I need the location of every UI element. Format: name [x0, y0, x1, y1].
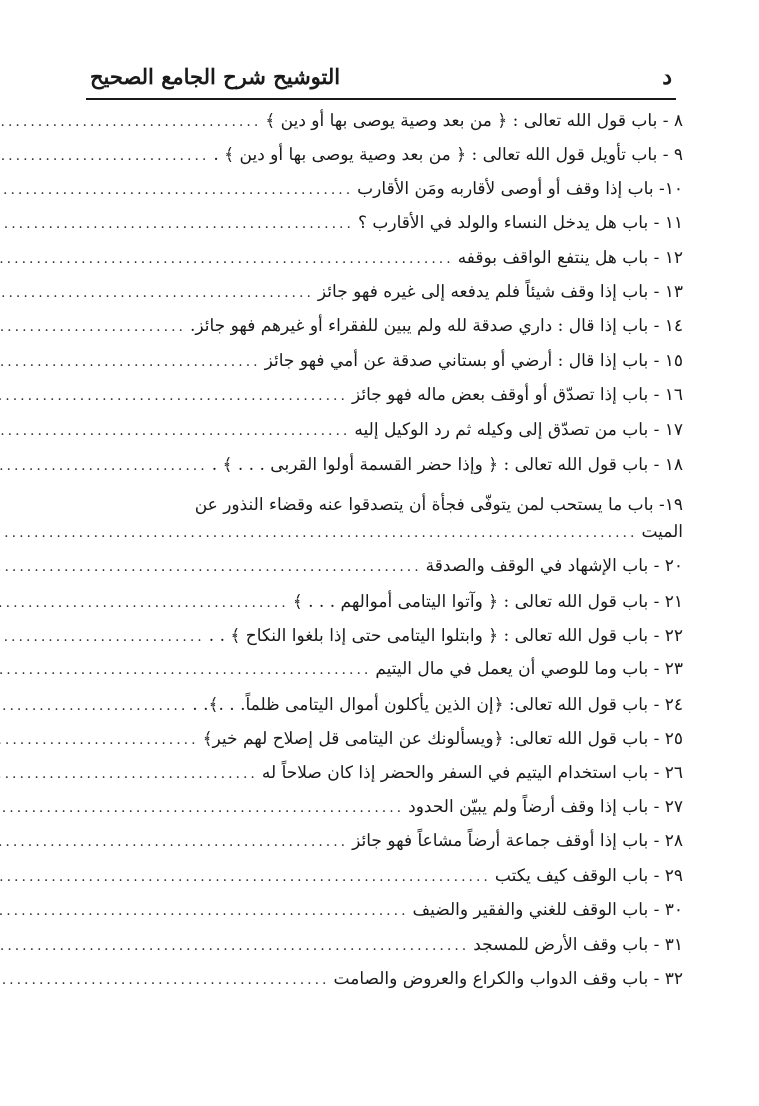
toc-entry	[108, 763, 683, 797]
dot-leader	[0, 354, 261, 370]
dot-leader	[0, 972, 330, 988]
toc-entry	[108, 935, 683, 969]
toc-entry-text: ١٣ - باب إذا وقف شيئاً فلم يدفعه إلى غيره فهو جائز	[317, 281, 683, 302]
toc-entry	[108, 248, 683, 282]
toc-entry-text: ١٢ - باب هل ينتفع الواقف بوقفه	[457, 247, 683, 268]
dot-leader	[0, 388, 348, 404]
dot-leader	[0, 662, 371, 678]
toc-entry-text: ٣٢ - باب وقف الدواب والكراع والعروض والصامت	[333, 968, 683, 989]
toc-entry-text: ١٠- باب إذا وقف أو أوصى لأقاربه ومَن الأقارب	[357, 178, 683, 199]
dot-leader	[0, 251, 454, 267]
dot-leader	[0, 148, 209, 164]
toc-entry-text: ٢١ - باب قول الله تعالى : ﴿ وآتوا اليتامى أموالهم . . . ﴾	[292, 591, 683, 612]
toc-entry	[108, 420, 683, 454]
toc-entry-text: ٢٠ - باب الإشهاد في الوقف والصدقة	[425, 556, 683, 577]
dot-leader	[0, 216, 354, 232]
toc-entry	[108, 625, 683, 659]
dot-leader	[0, 423, 350, 439]
toc-entry-text: ١١ - باب هل يدخل النساء والولد في الأقارب ؟	[357, 213, 683, 234]
dot-leader	[0, 285, 314, 301]
toc-entry	[108, 282, 683, 316]
running-header	[86, 58, 676, 100]
toc-entry	[108, 316, 683, 350]
toc-entry-text: ١٦ - باب إذا تصدّق أو أوقف بعض ماله فهو جائز	[351, 385, 683, 406]
dot-leader	[0, 732, 199, 748]
dot-leader	[0, 903, 409, 919]
toc-entry-text: ١٤ - باب إذا قال : داري صدقة لله ولم يبين للفقراء أو غيرهم فهو جائز.	[189, 316, 683, 337]
toc-entry	[108, 797, 683, 831]
toc-entry-text: ٩ - باب تأويل قول الله تعالى : ﴿ من بعد وصية يوصى بها أو دين ﴾ .	[213, 145, 683, 166]
dot-leader	[0, 525, 637, 541]
dot-leader	[0, 458, 208, 474]
toc-entry-text: ١٩- باب ما يستحب لمن يتوفّى فجأة أن يتصدقوا عنه وقضاء النذور عن	[194, 495, 683, 516]
toc-entry	[108, 351, 683, 385]
toc-entry-text: ٢٨ - باب إذا أوقف جماعة أرضاً مشاعاً فهو جائز	[352, 831, 683, 852]
toc-entry-text: ٢٤ - باب قول الله تعالى: ﴿إن الذين يأكلون أموال اليتامى ظلماً. . .﴾. .	[192, 694, 683, 715]
toc-entry	[108, 144, 683, 178]
page-letter: د	[662, 64, 672, 90]
toc-entry-text: ١٥ - باب إذا قال : أرضي أو بستاني صدقة عن أمي فهو جائز	[264, 350, 683, 371]
dot-leader	[0, 834, 348, 850]
dot-leader	[0, 766, 258, 782]
toc-entry	[108, 385, 683, 419]
dot-leader	[0, 629, 205, 645]
toc-entry	[108, 556, 683, 590]
toc-entry	[108, 694, 683, 728]
toc-entry	[108, 213, 683, 247]
table-of-contents	[108, 110, 683, 1003]
toc-entry	[108, 728, 683, 762]
book-title: التوشيح شرح الجامع الصحيح	[90, 64, 341, 89]
toc-entry-text: ٣٠ - باب الوقف للغني والفقير والضيف	[412, 900, 683, 921]
toc-entry	[108, 454, 683, 488]
toc-entry	[108, 969, 683, 1003]
toc-entry	[108, 900, 683, 934]
dot-leader	[0, 698, 188, 714]
toc-entry-text: ٣١ - باب وقف الأرض للمسجد	[473, 934, 683, 955]
toc-entry-text: ٢٧ - باب إذا وقف أرضاً ولم يبيّن الحدود	[408, 797, 683, 818]
dot-leader	[0, 800, 404, 816]
toc-entry	[108, 179, 683, 213]
toc-entry	[108, 591, 683, 625]
toc-entry-text: ٢٣ - باب وما للوصي أن يعمل في مال اليتيم	[375, 659, 683, 680]
dot-leader	[0, 938, 469, 954]
toc-entry	[108, 831, 683, 865]
dot-leader	[0, 114, 261, 130]
dot-leader	[0, 595, 289, 611]
dot-leader	[0, 869, 491, 885]
toc-entry	[108, 488, 683, 556]
toc-entry-text-continued: الميت	[641, 522, 683, 543]
toc-entry-text: ٢٥ - باب قول الله تعالى: ﴿ويسألونك عن اليتامى قل إصلاح لهم خير﴾	[202, 729, 683, 750]
toc-entry-text: ٢٩ - باب الوقف كيف يكتب	[494, 865, 683, 886]
toc-entry-text: ٨ - باب قول الله تعالى : ﴿ من بعد وصية يوصى بها أو دين ﴾	[265, 111, 683, 131]
toc-entry-text: ٢٦ - باب استخدام اليتيم في السفر والحضر إذا كان صلاحاً له	[261, 762, 683, 783]
toc-entry-text: ١٧ - باب من تصدّق إلى وكيله ثم رد الوكيل إليه	[354, 419, 683, 440]
toc-entry-continuation	[108, 522, 683, 556]
toc-entry	[108, 866, 683, 900]
dot-leader	[0, 319, 186, 335]
dot-leader	[0, 559, 422, 575]
toc-entry-text: ١٨ - باب قول الله تعالى : ﴿ وإذا حضر القسمة أولوا القربى . . . ﴾ .	[211, 454, 683, 475]
toc-entry	[108, 659, 683, 693]
dot-leader	[0, 182, 353, 198]
toc-entry	[108, 110, 683, 144]
toc-entry-text: ٢٢ - باب قول الله تعالى : ﴿ وابتلوا اليتامى حتى إذا بلغوا النكاح ﴾ . .	[208, 626, 683, 647]
